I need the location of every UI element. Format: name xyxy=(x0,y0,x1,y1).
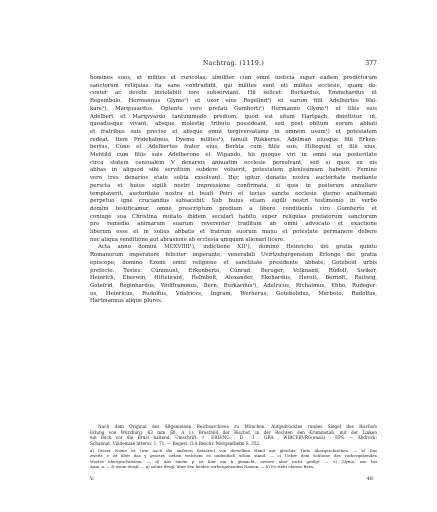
text-line: Mehtild cum filiis suis Adelberone et Wigando, hii quoque viri in omni sua posteritate xyxy=(90,152,377,159)
text-line: redeat. Item Fridehalmus, Dyemo milites¹), famuli Rükkerus, Adelman eiusque filii Erken- xyxy=(90,136,377,143)
text-line: domini testificamur, omne prescriptum predium a libere conditionis viro Gumberto et xyxy=(90,205,377,212)
text-line: vero tres denarios etate solita exsolvant. Hęc igitur donatio nostra auctoritate mediante xyxy=(90,175,377,182)
text-line: us, Heinricus, Rudolfus, Vdalricvs, Ingram, Werherus, Gotebolidus, Merboto, Rudolfus, xyxy=(90,290,377,297)
footnote-line: a) Dieser Name ist (wie auch die anderen Beisätze) von derselben Hand mit gleicher Tinte übergeschrieben. — b) Das xyxy=(90,448,377,453)
text-line: perpetuo igne cruciandus subiacebit. Sub huius etiam sigilli nostri testimonio in verbo xyxy=(90,198,377,205)
text-line: center ac devote inviolabili iore subserviant. Hii sellcet: Burkardus, Emmehardus et xyxy=(90,90,377,97)
page-header xyxy=(90,60,377,70)
text-line: quoadusque vivant, absque molestię tributo possideant, sed post obitum eorum abbati xyxy=(90,121,377,128)
text-line: et fratribus suis precise et absque omni tergiversatione in omnem usum¹) et potestatem xyxy=(90,128,377,135)
signature-mark: V. xyxy=(90,476,95,482)
text-line: bertus, Cŭno et Adelbertus frater eius, Berhta cum filiis suis, Hiltegunt et filii eius, xyxy=(90,144,377,151)
text-line: temptaverit, auctoritate nostra et beati Petri et tocius sancte ecclesie ęterno anathemati xyxy=(90,190,377,197)
note-line: Schannat, Vindemiae litterar. 1, 71. — Regest: O.A.Beschr. Mergentheim S. 352. xyxy=(90,441,261,447)
footnotes xyxy=(90,448,377,469)
note-line: Nach dem Original des Allgemeinen Reichsarchives zu München. Aufgedrücktes rundes Siegel des Bischofs xyxy=(98,424,377,429)
text-line: episcopo, domino Ezone omni religione et sanctitate presidente abbate, Gotebold urbis xyxy=(90,259,377,266)
text-line: kare¹), Marquuardus. Optentu vero prefati Gumberti¹) Hermanno Glymo¹) et filiis suis xyxy=(90,105,377,112)
text-line: homines suos, et milites et ruricolas, similiter cum omni iusticia super eadem predictorum xyxy=(90,75,377,81)
text-line: prefecto. Testes: Cŭnimunt, Erkenberto, Cŭnrad, Beruger, Volknand, Rŭdolf, Swiker, xyxy=(90,267,377,274)
text-line: pro remedio animarum suarum reverenter traditum ab omni advocato et exactione xyxy=(90,221,377,228)
note-line: ein Buch vor die Brust haltend; Umschrift: † ERLVNG . D . I . GRA . WIRCEBVRG(ensis) . EPS. — Abdruck: xyxy=(90,435,377,441)
text-line: Regembolo, Hermannus Glymo¹) et uxor eius Regelind¹) et earum filii Adelbertus Wal- xyxy=(90,98,377,105)
footnote-line: Anm. a. — f) usum desgl. — g) solitis desgl. über den beiden vorhergehenden Namen. — h) Es steht ebenso Bern. xyxy=(90,463,315,469)
page-number: 377 xyxy=(365,60,377,67)
footnote-line: zweite e ist über das y gesetzt, neben welchem es undeutlich schon stand. — c) Ueber dem Schlusse des vorhergehenden xyxy=(90,453,377,459)
note-line: Erlung von Würzburg: 63 mm (Bl. A 1): Brustbild der Bischof, in der Rechten den Krummstab, mit der Linken xyxy=(90,429,377,435)
text-line: Adelbert et Marqvvardo tantummodo predium, quod est situm Hartpach, dimittitur, ut, xyxy=(90,113,377,120)
text-line: sanctorum reliquias ita sane contradidit, qui milites sunt uti milites ecclesie, quam de- xyxy=(90,82,377,89)
text-line: Hartmannus alique plures. xyxy=(90,298,163,305)
text-line: coniuge sua Christina mutato ibidem secularī habitu super reliquias prefatorum sanctorum xyxy=(90,213,377,220)
source-note xyxy=(90,424,377,447)
text-line: Romanorum imperatore feliciter imperante, venerabili Uvirtzeburgensium Erlongo dei gratia xyxy=(90,252,377,259)
footnote-line: Wortes übergeschrieben. — d) Aus einem p ist hier ein h gemacht, erstere aber nicht getilgt. — e) Glymo, wie bei xyxy=(90,458,377,464)
text-line: Heinrich, Eberwin, Hiltebrant, Helmbolt, Alexander, Ekehardus, Herolt, Bernolt, Ruitwig, xyxy=(90,275,377,282)
sheet-signature xyxy=(90,476,377,483)
text-line: abbas in aliquod sibi servitium subdere voluerit, potestatem plenissimam habebit. Femine xyxy=(90,167,377,174)
text-line: liberum esse et in solius abbatis et fratrum suorum manu et potestate permanere debere xyxy=(90,229,377,236)
text-line: perscta et huius sigilli nostri impressione confirmata, si quis in posterum annullare xyxy=(90,182,377,189)
text-line: nec aliqua venditione aut abrasione ab ecclesia ųmquam alienari licere. xyxy=(90,236,285,243)
text-line: Gotefrid, Reginhardus, Wolfframmus, Bern, Burkardus¹), Adelricus, Richalmus, Ebbo, Rudeger- xyxy=(90,282,377,289)
sheet-number: 48 xyxy=(366,476,373,482)
running-title: Nachtrag. (1119.) xyxy=(202,60,265,67)
text-line: Acta anno domini MCXVIIII¹), indictione XII¹), domino Heinricho dei gratia quinto xyxy=(98,244,377,251)
text-line: circa statem censualem V denarios annuatim ecclesie persolvant, sed si quos ex eis xyxy=(90,159,377,166)
charter-text xyxy=(90,75,377,306)
